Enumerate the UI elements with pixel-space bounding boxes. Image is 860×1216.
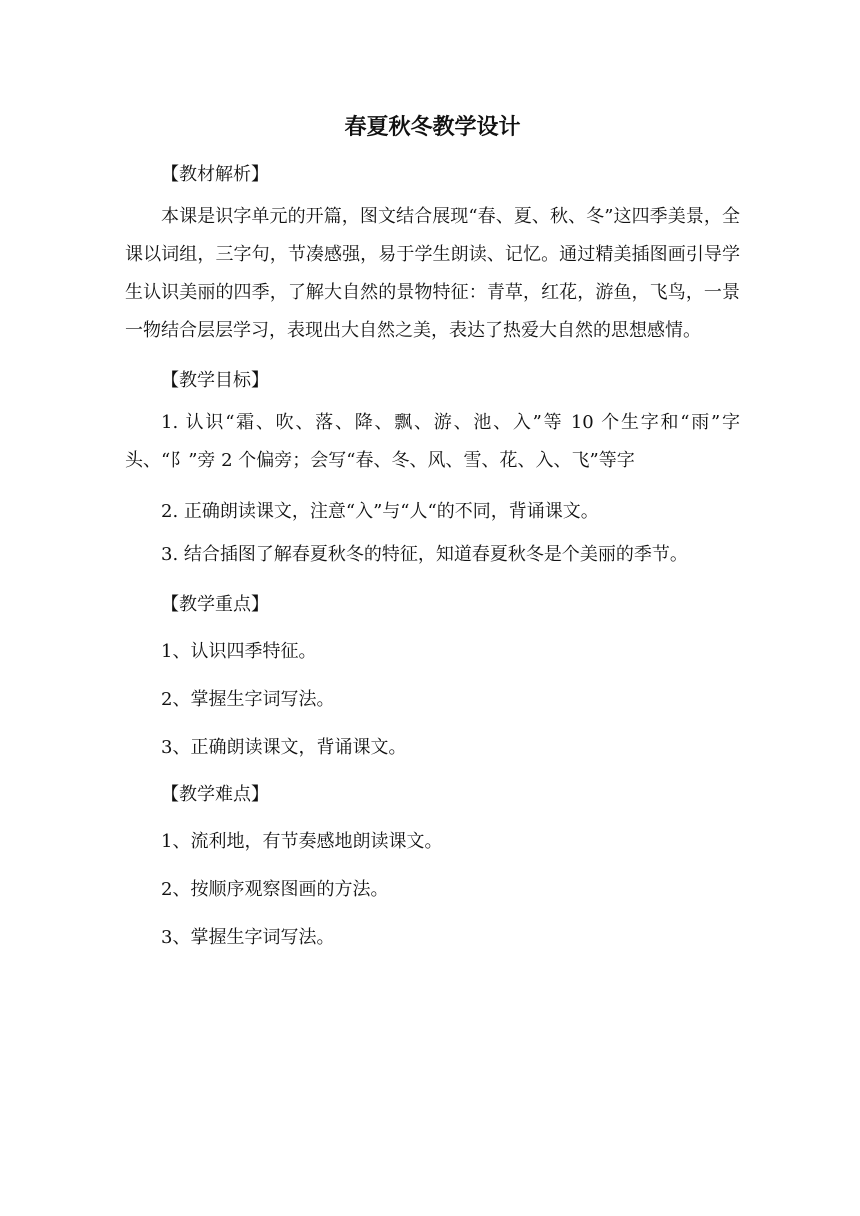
difficulty-item-3: 3、掌握生字词写法。 <box>161 927 335 948</box>
section-heading-analysis: 【教材解析】 <box>161 164 269 185</box>
section-heading-difficulties: 【教学难点】 <box>161 784 269 805</box>
goal-item-3: 3. 结合插图了解春夏秋冬的特征，知道春夏秋冬是个美丽的季节。 <box>161 544 688 565</box>
key-point-item-3: 3、正确朗读课文，背诵课文。 <box>161 737 407 758</box>
goal-item-2: 2. 正确朗读课文，注意“入”与“人“的不同，背诵课文。 <box>161 501 599 522</box>
key-point-item-2: 2、掌握生字词写法。 <box>161 689 335 710</box>
key-point-item-1: 1、认识四季特征。 <box>161 641 317 662</box>
section-heading-key-points: 【教学重点】 <box>161 594 269 615</box>
goal-item-1: 1. 认识“霜、吹、落、降、飘、游、池、入”等 10 个生字和“雨”字头、“阝”旁 2 个偏旁；会写“春、冬、风、雪、花、入、飞”等字 <box>125 412 740 471</box>
difficulty-item-2: 2、按顺序观察图画的方法。 <box>161 879 389 900</box>
document-body <box>125 108 740 962</box>
document-title: 春夏秋冬教学设计 <box>344 115 521 140</box>
difficulty-item-1: 1、流利地，有节奏感地朗读课文。 <box>161 831 443 852</box>
section-heading-goals: 【教学目标】 <box>161 370 269 391</box>
analysis-paragraph: 本课是识字单元的开篇，图文结合展现“春、夏、秋、冬”这四季美景，全课以词组，三字句，节凑感强，易于学生朗读、记忆。通过精美插图画引导学生认识美丽的四季，了解大自然的景物特征：青草，红花，游鱼，飞鸟，一景一物结合层层学习，表现出大自然之美，表达了热爱大自然的思想感情。 <box>125 206 740 341</box>
